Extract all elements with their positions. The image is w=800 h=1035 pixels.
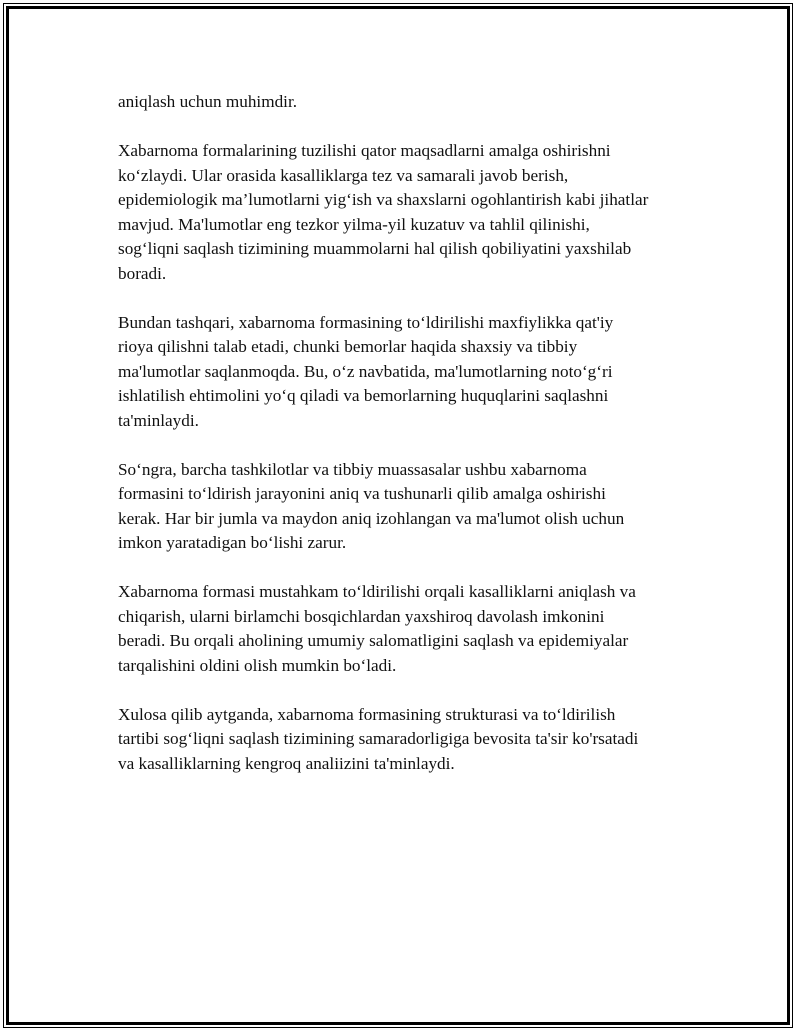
paragraph-3: Bundan tashqari, xabarnoma formasining to‘ldirilishi maxfiylikka qat'iy rioya qilishni talab etadi, chunki bemorlar haqida shaxsiy va tibbiy ma'lumotlar saqlanmoqda. Bu, o‘z navbatida, ma'lumotlarning noto‘g‘ri ishlatilish ehtimolini yo‘q qiladi va bemorlarning huquqlarini saqlashni ta'minlaydi. bbox=[118, 312, 614, 430]
paragraph-6: Xulosa qilib aytganda, xabarnoma formasining strukturasi va to‘ldirilish tartibi sog‘liqni saqlash tizimining samaradorligiga bevosita ta'sir ko'rsatadi va kasalliklarning kengroq analiizini ta'minlaydi. bbox=[118, 704, 639, 773]
paragraph-2: Xabarnoma formalarining tuzilishi qator maqsadlarni amalga oshirishni ko‘zlaydi. Ular orasida kasalliklarga tez va samarali javob berish, epidemiologik ma’lumotlarni yig‘ish va shaxslarni ogohlantirish kabi jihatlar mavjud. Ma'lumotlar eng tezkor yilma-yil kuzatuv va tahlil qilinishi, sog‘liqni saqlash tizimining muammolarni hal qilish qobiliyatini yaxshilab boradi. bbox=[118, 141, 649, 283]
paragraph-5: Xabarnoma formasi mustahkam to‘ldirilishi orqali kasalliklarni aniqlash va chiqarish, ularni birlamchi bosqichlardan yaxshiroq davolash imkonini beradi. Bu orqali aholining umumiy salomatligini saqlash va epidemiyalar tarqalishini oldini olish mumkin bo‘ladi. bbox=[118, 582, 636, 675]
paragraph-1: aniqlash uchun muhimdir. bbox=[118, 92, 298, 111]
paragraph-4: So‘ngra, barcha tashkilotlar va tibbiy muassasalar ushbu xabarnoma formasini to‘ldirish jarayonini aniq va tushunarli qilib amalga oshirishi kerak. Har bir jumla va maydon aniq izohlangan va ma'lumot olish uchun imkon yaratadigan bo‘lishi zarur. bbox=[118, 459, 625, 552]
document-body bbox=[118, 90, 692, 801]
